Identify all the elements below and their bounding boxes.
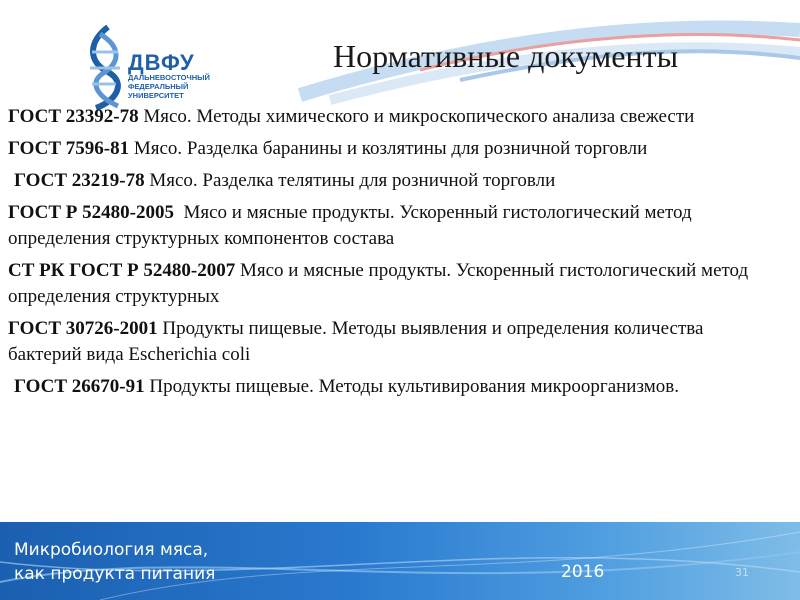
- doc-code: ГОСТ 7596-81: [8, 138, 130, 159]
- doc-code: ГОСТ Р 52480-2005: [8, 202, 174, 223]
- footer-line: как продукта питания: [14, 564, 216, 584]
- footer-band: [0, 522, 800, 600]
- doc-text: Мясо. Разделка телятины для розничной торговли: [144, 170, 556, 191]
- doc-code: ГОСТ 23219-78: [14, 170, 145, 191]
- logo-subtitle: [128, 73, 218, 100]
- doc-code: ГОСТ 30726-2001: [8, 318, 158, 339]
- list-item: [8, 104, 768, 130]
- doc-code: СТ РК ГОСТ Р 52480-2007: [8, 260, 236, 281]
- logo-sub-line: ФЕДЕРАЛЬНЫЙ: [128, 82, 189, 91]
- logo-sub-line: ДАЛЬНЕВОСТОЧНЫЙ: [128, 73, 210, 82]
- logo-wordmark: ДВФУ: [128, 50, 195, 75]
- doc-code: ГОСТ 26670-91: [14, 376, 145, 397]
- doc-text: Мясо и мясные продукты. Ускоренный гистологический метод определения структурных компонентов состава: [8, 202, 697, 249]
- page-title: Нормативные документы: [333, 38, 679, 74]
- slide-number: 31: [735, 566, 749, 579]
- footer-line: Микробиология мяса,: [14, 540, 209, 560]
- document-list: [8, 104, 768, 406]
- logo-sub-line: УНИВЕРСИТЕТ: [128, 91, 184, 100]
- doc-text: Мясо. Разделка баранины и козлятины для розничной торговли: [129, 138, 648, 159]
- list-item: [8, 374, 768, 400]
- list-item: [8, 258, 768, 310]
- doc-text: Мясо и мясные продукты. Ускоренный гистологический метод определения структурных: [8, 260, 749, 307]
- list-item: [8, 136, 768, 162]
- doc-text: Мясо. Методы химического и микроскопического анализа свежести: [138, 106, 695, 127]
- footer-year: 2016: [561, 562, 605, 582]
- list-item: [8, 200, 768, 252]
- doc-text: Продукты пищевые. Методы выявления и определения количества бактерий вида Escherichia coli: [8, 318, 704, 365]
- doc-code: ГОСТ 23392-78: [8, 106, 139, 127]
- list-item: [8, 168, 768, 194]
- list-item: [8, 316, 768, 368]
- footer-course-title: [14, 538, 215, 586]
- doc-text: Продукты пищевые. Методы культивирования микроорганизмов.: [144, 376, 679, 397]
